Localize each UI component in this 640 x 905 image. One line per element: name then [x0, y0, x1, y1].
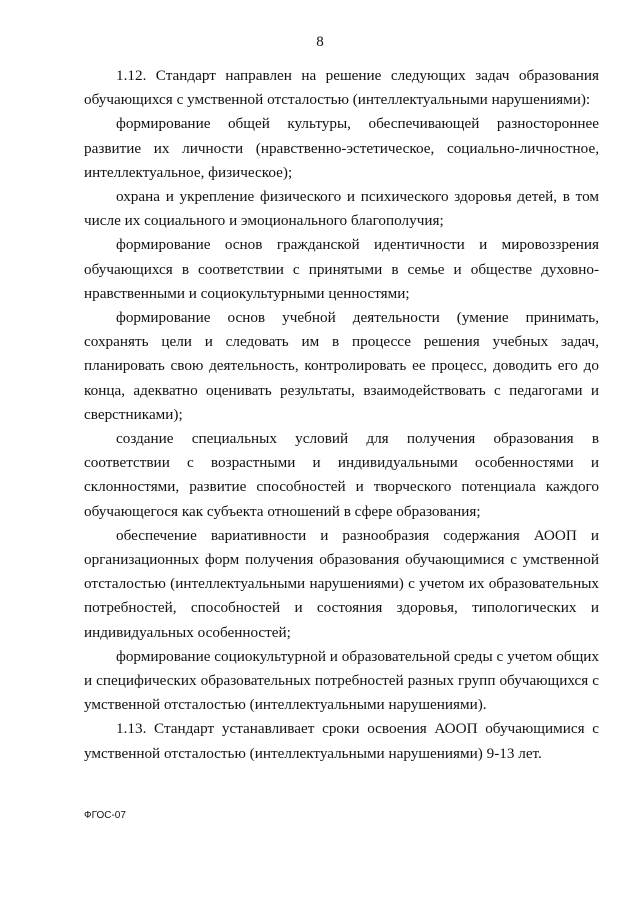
paragraph-task-environment: формирование социокультурной и образовательной среды с учетом общих и специфических образовательных потребностей разных групп обучающихся с умственной отсталостью (интеллектуальными нарушениями). [84, 647, 599, 714]
paragraph-task-special-conditions: создание специальных условий для получения образования в соответствии с возрастными и индивидуальными особенностями и склонностями, развитие способностей и творческого потенциала каждого обучающегося как субъекта отношений в сфере образования; [84, 430, 599, 520]
paragraph-task-health: охрана и укрепление физического и психического здоровья детей, в том числе их социального и эмоционального благополучия; [84, 188, 599, 230]
paragraph-task-general-culture: формирование общей культуры, обеспечивающей разностороннее развитие их личности (нравственно-эстетическое, социально-личностное, интеллектуальное, физическое); [84, 115, 599, 181]
paragraph-1-12: 1.12. Стандарт направлен на решение следующих задач образования обучающихся с умственной отсталостью (интеллектуальными нарушениями): [84, 67, 599, 109]
document-body [84, 64, 599, 766]
paragraph-task-variability: обеспечение вариативности и разнообразия содержания АООП и организационных форм получения образования обучающимися с умственной отсталостью (интеллектуальными нарушениями) с учетом их образовательных потребностей, способностей и состояния здоровья, типологических и индивидуальных особенностей; [84, 526, 599, 641]
footer-code: ФГОС-07 [84, 810, 126, 821]
paragraph-1-13: 1.13. Стандарт устанавливает сроки освоения АООП обучающимися с умственной отсталостью (интеллектуальными нарушениями) 9-13 лет. [84, 720, 599, 762]
paragraph-task-learning-activity: формирование основ учебной деятельности (умение принимать, сохранять цели и следовать им в процессе решения учебных задач, планировать свою деятельность, контролировать ее процесс, доводить его до конца, адекватно оценивать результаты, взаимодействовать с педагогами и сверстниками); [84, 309, 599, 423]
paragraph-task-civic-identity: формирование основ гражданской идентичности и мировоззрения обучающихся в соответствии с принятыми в семье и обществе духовно-нравственными и социокультурными ценностями; [84, 236, 599, 302]
page-number: 8 [316, 34, 324, 50]
